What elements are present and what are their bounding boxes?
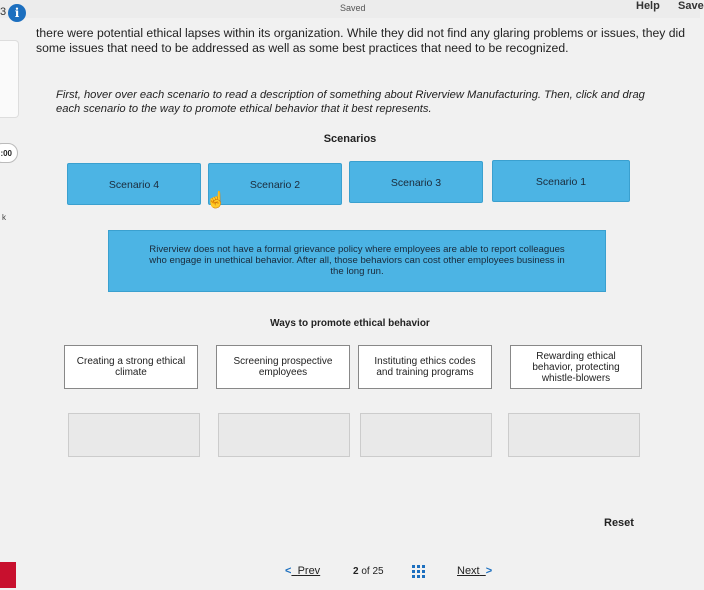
side-panel bbox=[0, 40, 19, 118]
way-card[interactable]: Instituting ethics codes and training programs bbox=[358, 345, 492, 389]
drop-zone[interactable] bbox=[508, 413, 640, 457]
next-label: Next bbox=[457, 565, 480, 577]
instructions: First, hover over each scenario to read a description of something about Riverview Manufacturing. Then, click and drag each scenario to the way to promote ethical behavior that it best represents. bbox=[56, 89, 645, 115]
current-page: 2 bbox=[353, 566, 359, 577]
scenarios-heading: Scenarios bbox=[323, 133, 377, 145]
next-button[interactable] bbox=[457, 565, 492, 577]
prev-label: Prev bbox=[297, 565, 321, 577]
timer: :00 bbox=[0, 143, 18, 163]
hand-cursor-icon: ☝ bbox=[206, 192, 226, 209]
chevron-right-icon: > bbox=[485, 565, 493, 577]
save-link[interactable]: Save bbox=[678, 0, 704, 12]
way-card[interactable]: Creating a strong ethical climate bbox=[64, 345, 198, 389]
scenario-description: Riverview does not have a formal grievance policy where employees are able to report colleagues who engage in unethical behavior. After all, those behaviors can cost other employees business in the long run. bbox=[108, 230, 606, 292]
page-indicator bbox=[353, 566, 384, 577]
drop-zone[interactable] bbox=[218, 413, 350, 457]
info-icon[interactable]: i bbox=[8, 4, 26, 22]
logo-corner bbox=[0, 562, 16, 588]
way-card[interactable]: Screening prospective employees bbox=[216, 345, 350, 389]
ways-heading: Ways to promote ethical behavior bbox=[270, 318, 430, 329]
drop-zone[interactable] bbox=[68, 413, 200, 457]
scenario-tile[interactable]: Scenario 1 bbox=[492, 160, 630, 202]
intro-text: there were potential ethical lapses within its organization. While they did not find any glaring problems or issues, they did some issues that need to be addressed as well as some best practices that need to be recognized. bbox=[36, 26, 685, 55]
drop-zone[interactable] bbox=[360, 413, 492, 457]
question-number: 3 bbox=[0, 6, 7, 18]
scenario-tile[interactable]: Scenario 2 bbox=[208, 163, 342, 205]
help-link[interactable]: Help bbox=[636, 0, 660, 12]
grid-icon[interactable] bbox=[412, 565, 425, 578]
chevron-left-icon: < bbox=[285, 565, 292, 577]
saved-status: Saved bbox=[340, 3, 366, 13]
way-card[interactable]: Rewarding ethical behavior, protecting whistle-blowers bbox=[510, 345, 642, 389]
side-label: k bbox=[2, 213, 6, 222]
prev-button[interactable] bbox=[285, 565, 320, 577]
page-total: of 25 bbox=[361, 566, 384, 577]
scenario-tile[interactable]: Scenario 3 bbox=[349, 161, 483, 203]
scenario-tile[interactable]: Scenario 4 bbox=[67, 163, 201, 205]
reset-button[interactable]: Reset bbox=[604, 517, 634, 529]
